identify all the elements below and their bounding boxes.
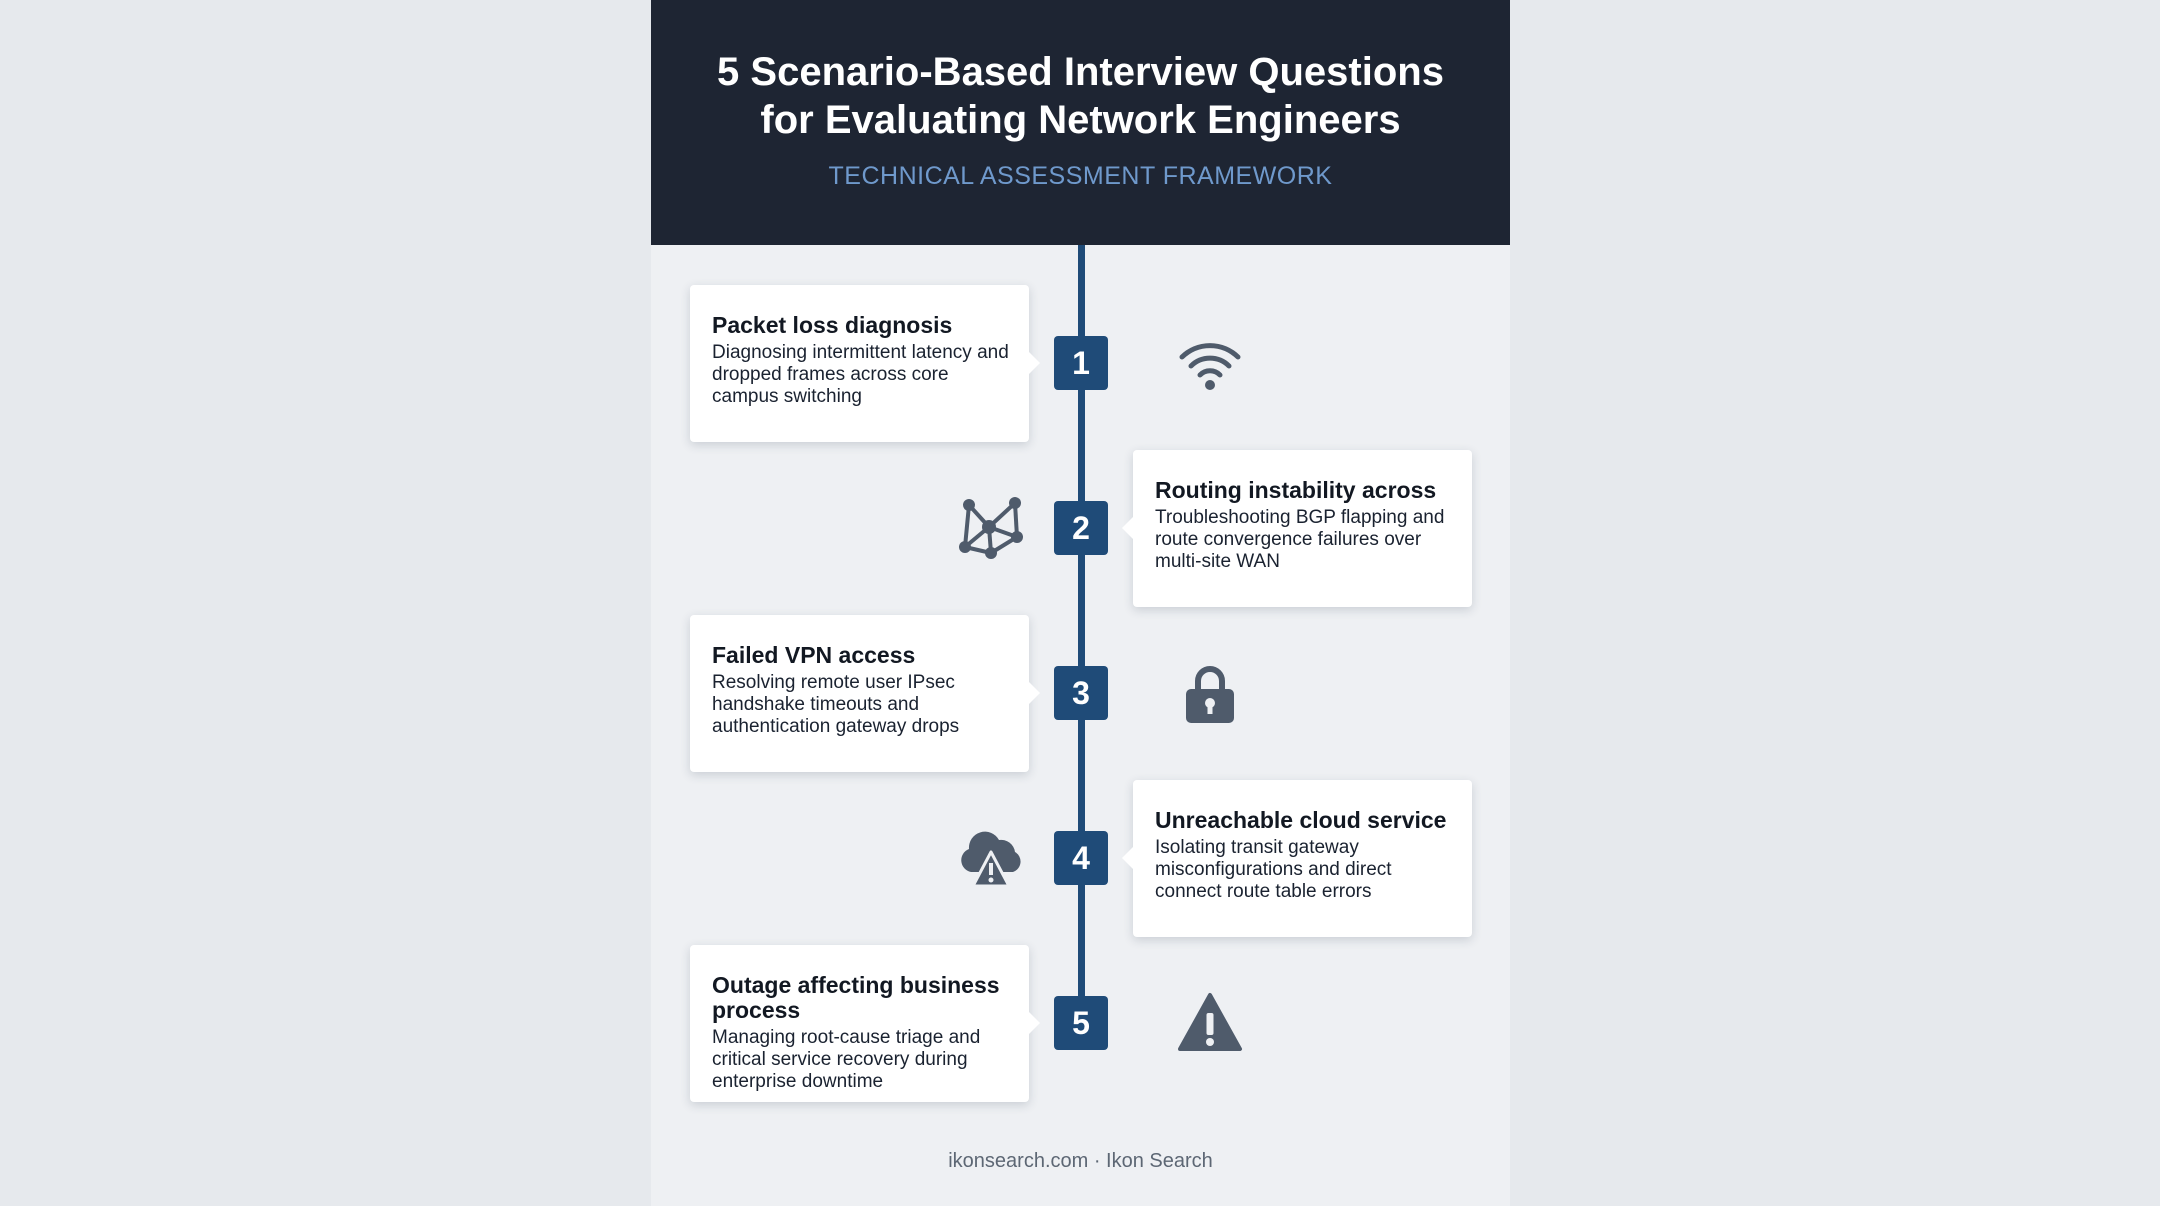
step-number-3: 3	[1054, 666, 1108, 720]
step-title: Outage affecting business process	[712, 972, 1000, 1023]
step-card-1	[690, 285, 1029, 442]
step-card-5	[690, 945, 1029, 1102]
step-title: Failed VPN access	[712, 642, 916, 668]
step-description: Isolating transit gateway misconfigurations and direct connect route table errors	[1155, 837, 1392, 902]
title-line-2: for Evaluating Network Engineers	[760, 98, 1401, 142]
step-number-2: 2	[1054, 501, 1108, 555]
cloud-warning-icon	[955, 822, 1027, 894]
step-description: Diagnosing intermittent latency and dropped frames across core campus switching	[712, 342, 1009, 407]
wifi-icon	[1174, 327, 1246, 399]
footer-credit: ikonsearch.com · Ikon Search	[948, 1150, 1213, 1172]
header	[651, 0, 1510, 245]
step-number-4: 4	[1054, 831, 1108, 885]
step-number-5: 5	[1054, 996, 1108, 1050]
step-title: Packet loss diagnosis	[712, 312, 953, 338]
step-card-3	[690, 615, 1029, 772]
padlock-icon	[1174, 657, 1246, 729]
page-title	[671, 48, 1490, 144]
infographic-panel	[651, 0, 1510, 1206]
step-description: Troubleshooting BGP flapping and route convergence failures over multi-site WAN	[1155, 507, 1445, 572]
step-description: Resolving remote user IPsec handshake timeouts and authentication gateway drops	[712, 672, 960, 737]
step-description: Managing root-cause triage and critical service recovery during enterprise downtime	[712, 1027, 981, 1092]
step-number-1: 1	[1054, 336, 1108, 390]
subtitle: TECHNICAL ASSESSMENT FRAMEWORK	[828, 162, 1333, 190]
warning-triangle-icon	[1174, 987, 1246, 1059]
title-line-1: 5 Scenario-Based Interview Questions	[717, 50, 1444, 94]
step-card-4	[1133, 780, 1472, 937]
step-card-2	[1133, 450, 1472, 607]
step-title: Routing instability across	[1155, 477, 1437, 503]
step-title: Unreachable cloud service	[1155, 807, 1447, 833]
network-nodes-icon	[955, 491, 1027, 563]
